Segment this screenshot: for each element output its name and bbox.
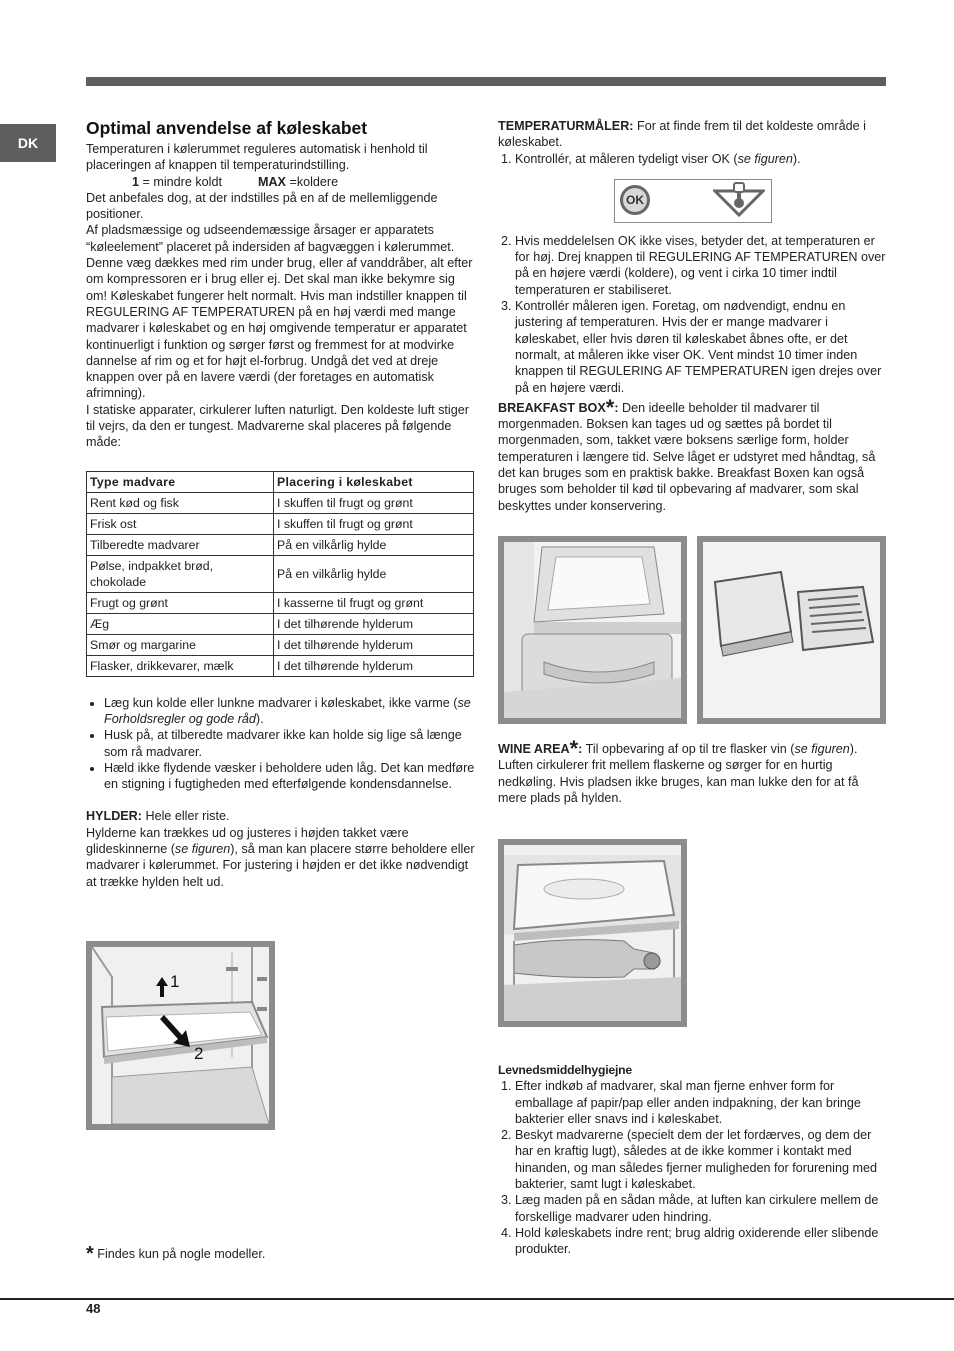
table-cell: Frisk ost — [87, 513, 274, 534]
wine-area-label: WINE AREA — [498, 742, 570, 756]
shelves-paragraph — [86, 825, 476, 890]
table-header: Placering i køleskabet — [274, 471, 474, 492]
wine-area-image — [498, 839, 687, 1027]
shelves-text: ), så man kan placere større beholdere eller madvarer i kølerummet. For justering i højden er det ikke nødvendigt at trække hylden helt ud. — [86, 842, 475, 889]
thermometer-figure — [614, 179, 772, 223]
list-item: 4. Hold køleskabets indre rent; brug aldrig oxiderende eller slibende produkter. — [515, 1225, 888, 1258]
scale-min-text: = mindre koldt — [139, 174, 222, 189]
shelf-drawing — [92, 947, 269, 1124]
recommend-paragraph: Det anbefales dog, at der indstilles på en af de mellemliggende positioner. — [86, 190, 438, 222]
thermometer-heading — [498, 118, 888, 151]
wine-area-paragraph: Luften cirkulerer frit mellem flaskerne og sørger for en hurtig nedkøling. Hvis pladsen ikke bruges, kan man lukke den for at få mere plads på hylden. — [498, 758, 859, 805]
hygiene-section — [498, 1062, 888, 1258]
breakfast-box-in-fridge-image — [498, 536, 687, 724]
list-item — [515, 151, 888, 167]
scale-max-text: =koldere — [285, 174, 339, 189]
table-row — [87, 613, 474, 634]
wine-area-heading — [498, 736, 888, 761]
table-cell: I skuffen til frugt og grønt — [274, 492, 474, 513]
table-cell: På en vilkårlig hylde — [274, 534, 474, 555]
list-item: 1. Efter indkøb af madvarer, skal man fjerne enhver form for emballage af papir/pap eller anden indpakning, der kan bringe bakterier eller snavs ind i køleskabet. — [515, 1078, 888, 1127]
breakfast-box-star: * — [605, 394, 615, 420]
table-cell: Æg — [87, 613, 274, 634]
table-row — [87, 634, 474, 655]
page-number: 48 — [86, 1301, 101, 1316]
wine-area-section — [498, 736, 888, 806]
table-cell: Smør og margarine — [87, 634, 274, 655]
advice-list — [86, 695, 476, 793]
table-row — [87, 592, 474, 613]
table-cell: I det tilhørende hylderum — [274, 655, 474, 676]
figure-label-2: 2 — [194, 1044, 204, 1063]
thermometer-steps-continued — [498, 233, 888, 396]
left-column — [86, 118, 476, 890]
breakfast-box-tray-image — [697, 536, 886, 724]
table-cell: Rent kød og fisk — [87, 492, 274, 513]
breakfast-box-label: BREAKFAST BOX — [498, 400, 606, 415]
cross-reference: se figuren — [737, 151, 793, 166]
shelves-label: HYLDER: — [86, 809, 142, 824]
step-text: Kontrollér, at måleren tydeligt viser OK ( — [515, 151, 738, 166]
ok-indicator: OK — [620, 185, 650, 215]
shelves-text: Hele eller riste. — [141, 809, 230, 824]
hygiene-steps — [498, 1078, 888, 1257]
table-cell: Tilberedte madvarer — [87, 534, 274, 555]
table-row — [87, 513, 474, 534]
thermometer-label: TEMPERATURMÅLER: — [498, 119, 634, 133]
list-item — [104, 695, 476, 728]
table-cell: Frugt og grønt — [87, 592, 274, 613]
shelves-heading — [86, 808, 476, 824]
shelf-illustration — [86, 941, 275, 1130]
bullet-text: Læg kun kolde eller lunkne madvarer i køleskabet, ikke varme ( — [104, 695, 458, 710]
table-cell: Pølse, indpakket brød, chokolade — [87, 555, 274, 592]
wine-area-star: * — [569, 736, 579, 761]
static-paragraph: I statiske apparater, cirkulerer luften naturligt. Den koldeste luft stiger til vejrs, da den er tungest. Madvarerne skal placeres på følgende måde: — [86, 402, 469, 450]
table-cell: I det tilhørende hylderum — [274, 613, 474, 634]
scale-min-num: 1 — [132, 174, 140, 189]
thermometer-steps — [498, 151, 888, 167]
shelves-text: Hylderne kan trækkes ud og justeres i højden takket være glideskinnerne ( — [86, 825, 409, 857]
breakfast-box-colon: : — [614, 400, 619, 415]
table-cell: I skuffen til frugt og grønt — [274, 513, 474, 534]
table-row — [87, 492, 474, 513]
breakfast-box-text: Den ideelle beholder til madvarer til morgenmaden. Boksen kan tages ud og sættes på bordet til morgenmaden, som, takket være boksens særlige form, holder temperaturen i længere tid. Selve låget er udstyret med håndtag, så det kan bruges som en praktisk bakke. Breakfast Boxen kan også bruges som beholder til kød til opbevaring af madvarer, som skal beskyttes under konservering. — [498, 400, 876, 513]
footnote — [86, 1243, 266, 1265]
right-column — [498, 118, 888, 514]
list-item: 3. Kontrollér måleren igen. Foretag, om nødvendigt, endnu en justering af temperaturen. Hvis der er mange madvarer i køleskabet, eller hvis døren til køleskabet åbnes ofte, er det normalt, at måleren ikke viser OK. Vent mindst 10 timer inden knappen til REGULERING AF TEMPERATUREN igen drejes over på en højere værdi. — [515, 298, 888, 396]
table-header: Type madvare — [87, 471, 274, 492]
top-rule — [86, 77, 886, 86]
scale-max-num: MAX — [257, 174, 286, 189]
list-item: 2. Beskyt madvarerne (specielt dem der let fordærves, og dem der har en kraftig lugt), således at de ikke kommer i kontakt med hinanden, og man således fjerner muligheden for forurening med bakterier, samt lugt i køleskabet. — [515, 1127, 888, 1192]
table-row — [87, 655, 474, 676]
cross-reference: se Forholdsregler og gode råd — [104, 695, 471, 726]
hygiene-title: Levnedsmiddelhygiejne — [498, 1063, 632, 1077]
step-text: ). — [792, 151, 801, 166]
footnote-text: Findes kun på nogle modeller. — [93, 1247, 266, 1261]
list-item: 3. Læg maden på en sådan måde, at luften kan cirkulere mellem de forskellige madvarer uden hindring. — [515, 1192, 888, 1225]
wine-area-text: Til opbevaring af op til tre flasker vin ( — [582, 742, 795, 756]
language-tab: DK — [0, 124, 56, 162]
list-item: 2. Hvis meddelelsen OK ikke vises, betyder det, at temperaturen er for høj. Drej knappen til REGULERING AF TEMPERATUREN over på en højere værdi (koldere), og vent i cirka 10 timer indtil temperaturen er stabiliseret. — [515, 233, 888, 298]
list-item: • Hæld ikke flydende væsker i beholdere uden låg. Det kan medføre en stigning i fugtigheden med efterfølgende kondensdannelse. — [104, 760, 476, 793]
figure-label-1: 1 — [170, 972, 180, 991]
footnote-star: * — [86, 1243, 94, 1265]
element-paragraph: Af pladsmæssige og udseendemæssige årsager er apparatets “køleelement” placeret på indersiden af bagvæggen i kølerummet. Denne væg dækkes med rim under brug, eller af vanddråber, alt efter om kompressoren er i brug eller ej. Det skal man ikke bekymre sig om! Køleskabet fungerer helt normalt. Hvis man indstiller knappen til REGULERING AF TEMPERATUREN på en høj værdi med mange madvarer i køleskabet og en høj omgivende temperatur er apparatet kontinuerligt i funktion og sørger først og fremmest for at modvirke dannelse af rim og et for højt el-forbrug. Undgå det ved at dreje knappen over på en lavere værdi (der foretages en automatisk afrimning). — [86, 223, 473, 401]
table-cell: I kasserne til frugt og grønt — [274, 592, 474, 613]
table-cell: I det tilhørende hylderum — [274, 634, 474, 655]
bullet-text: ). — [255, 711, 264, 726]
thermometer-text: For at finde frem til det koldeste område i køleskabet. — [498, 119, 866, 150]
cross-reference: se figuren — [174, 842, 231, 857]
table-row — [87, 534, 474, 555]
scale-line — [86, 174, 476, 190]
food-placement-table — [86, 471, 474, 677]
table-cell: På en vilkårlig hylde — [274, 555, 474, 592]
table-cell: Flasker, drikkevarer, mælk — [87, 655, 274, 676]
thermometer-icon — [713, 181, 765, 221]
table-header-row — [87, 471, 474, 492]
wine-area-text: ). — [849, 742, 858, 756]
bottom-rule — [0, 1298, 954, 1300]
cross-reference: se figuren — [794, 742, 850, 756]
wine-area-colon: : — [578, 742, 583, 756]
list-item: • Husk på, at tilberedte madvarer ikke kan holde sig lige så længe som rå madvarer. — [104, 727, 476, 760]
breakfast-box-paragraph — [498, 394, 888, 514]
intro-paragraph: Temperaturen i kølerummet reguleres automatisk i henhold til placeringen af knappen til temperaturindstilling. — [86, 142, 428, 173]
section-title: Optimal anvendelse af køleskabet — [86, 118, 368, 138]
table-row — [87, 555, 474, 592]
